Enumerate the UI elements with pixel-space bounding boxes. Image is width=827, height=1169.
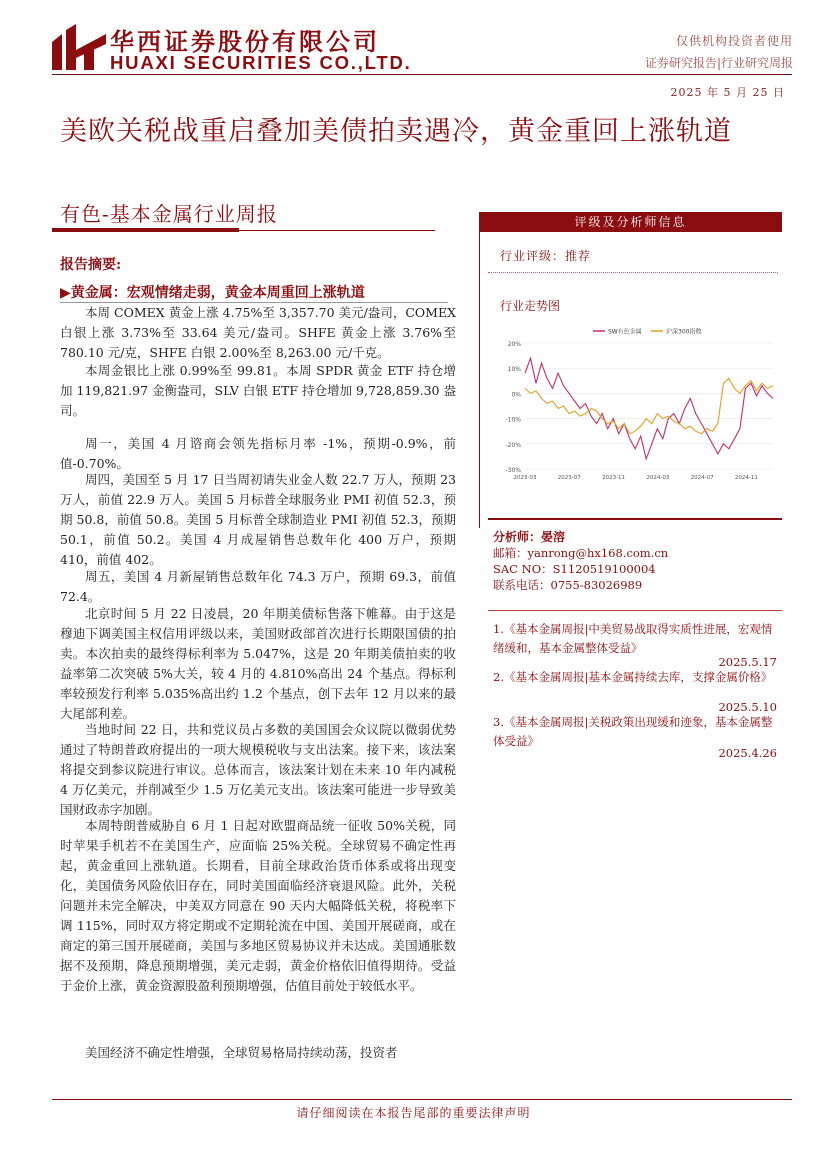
paragraph: 周四，美国至 5 月 17 日当周初请失业金人数 22.7 万人，预期 23 万人，前值 22.9 万人。美国 5 月标普全球服务业 PMI 初值 52.3，预期 50.8，前值 50.8。美国 5 月标普全球制造业 PMI 初值 52.3，预期 50.1，前值 50.2。美国 4 月成屋销售总数年化 400 万户，预期 410，前值 402。 bbox=[60, 472, 456, 567]
y-tick-label: -10% bbox=[505, 416, 521, 424]
trend-chart-label: 行业走势图 bbox=[500, 299, 561, 313]
footer-divider bbox=[52, 1099, 792, 1100]
investor-notice: 仅供机构投资者使用 bbox=[675, 34, 793, 48]
analyst-name: 分析师：晏溶 bbox=[493, 530, 566, 544]
company-name-en: HUAXI SECURITIES CO.,LTD. bbox=[110, 52, 412, 73]
related-divider bbox=[488, 610, 782, 611]
related-report-link[interactable]: 2.《基本金属周报|基本金属持续去库，支撑金属价格》 bbox=[493, 670, 773, 684]
summary-heading: 报告摘要: bbox=[60, 257, 122, 273]
paragraph: 周一，美国 4 月谘商会领先指标月率 -1%，预期-0.9%，前值-0.70%。 bbox=[60, 436, 456, 471]
paragraph: 美国经济不确定性增强，全球贸易格局持续动荡，投资者 bbox=[85, 1045, 398, 1060]
subtitle-bar bbox=[52, 228, 239, 232]
section-heading-gold: ▶黄金属：宏观情绪走弱，黄金本周重回上涨轨道 bbox=[60, 285, 365, 301]
x-tick-label: 2024-07 bbox=[690, 475, 714, 481]
analyst-sac: SAC NO：S1120519100004 bbox=[493, 562, 656, 576]
report-subtitle: 有色-基本金属行业周报 bbox=[60, 202, 278, 226]
paragraph: 本周特朗普威胁自 6 月 1 日起对欧盟商品统一征收 50%关税，同时苹果手机若不在美国生产，应面临 25%关税。全球贸易不确定性再起，黄金重回上涨轨道。长期看，目前全球政治货币体系或将出现变化，美国债务风险依旧存在，同时美国面临经济衰退风险。此外，关税问题并未完全解决，中美双方同意在 90 天内大幅降低关税，将税率下调 115%，同时双方将定期或不定期轮流在中国、美国开展磋商，或在商定的第三国开展磋商，美国与多地区贸易协议并未达成。美国通胀数据不及预期，降息预期增强，美元走弱，黄金价格依旧值得期待。受益于金价上涨，黄金资源股盈利预期增强，估值目前处于较低水平。 bbox=[60, 818, 456, 993]
paragraph: 周五，美国 4 月新屋销售总数年化 74.3 万户，预期 69.3，前值 72.4。 bbox=[60, 569, 456, 604]
y-tick-label: 0% bbox=[511, 391, 521, 399]
y-tick-label: -30% bbox=[505, 467, 521, 474]
sidebar-border bbox=[479, 232, 480, 528]
x-tick-label: 2023-03 bbox=[513, 475, 537, 481]
analyst-email: 邮箱：yanrong@hx168.com.cn bbox=[493, 546, 669, 560]
y-tick-label: 20% bbox=[507, 341, 521, 348]
x-tick-label: 2023-07 bbox=[557, 475, 581, 481]
report-title: 美欧关税战重启叠加美债拍卖遇冷，黄金重回上涨轨道 bbox=[60, 116, 732, 147]
rating-header: 评级及分析师信息 bbox=[479, 212, 782, 232]
industry-rating: 行业评级：推荐 bbox=[500, 249, 592, 263]
rating-divider bbox=[488, 272, 778, 273]
report-date: 2025 年 5 月 25 日 bbox=[670, 86, 785, 99]
x-tick-label: 2024-11 bbox=[734, 475, 758, 481]
y-tick-label: 10% bbox=[507, 366, 521, 374]
x-tick-label: 2024-03 bbox=[646, 475, 670, 481]
paragraph: 本周金银比上涨 0.99%至 99.81。本周 SPDR 黄金 ETF 持仓增加 119,821.97 金衡盎司，SLV 白银 ETF 持仓增加 9,728,859.30 盎司。 bbox=[60, 363, 456, 418]
paragraph: 本周 COMEX 黄金上涨 4.75%至 3,357.70 美元/盎司，COMEX 白银上涨 3.73%至 33.64 美元/盎司。SHFE 黄金上涨 3.76%至 780.10 元/克，SHFE 白银 2.00%至 8,263.00 元/千克。 bbox=[60, 305, 456, 360]
related-report-date: 2025.5.10 bbox=[718, 700, 777, 714]
paragraph: 北京时间 5 月 22 日凌晨，20 年期美债标售落下帷幕。由于这是穆迪下调美国主权信用评级以来，美国财政部首次进行长期限国债的拍卖。本次拍卖的最终得标利率为 5.047%，这是 20 年期美债拍卖的收益率第二次突破 5%大关，较 4 月的 4.810%高出 24 个基点。得标利率较预发行利率 5.035%高出约 1.2 个基点，创下去年 12 月以来的最大尾部利差。 bbox=[60, 606, 456, 721]
legal-notice-footer: 请仔细阅读在本报告尾部的重要法律声明 bbox=[296, 1106, 531, 1120]
company-name-cn: 华西证券股份有限公司 bbox=[110, 28, 380, 56]
related-report-date: 2025.5.17 bbox=[718, 655, 777, 669]
x-tick-label: 2023-11 bbox=[602, 475, 626, 481]
header-divider bbox=[52, 74, 792, 75]
related-report-link[interactable]: 1.《基本金属周报|中美贸易战取得实质性进展，宏观情绪缓和，基本金属整体受益》 bbox=[493, 622, 773, 655]
analyst-divider bbox=[488, 518, 782, 520]
related-report-date: 2025.4.26 bbox=[718, 746, 777, 760]
industry-trend-chart bbox=[493, 321, 783, 491]
y-tick-label: -20% bbox=[505, 441, 521, 449]
paragraph: 当地时间 22 日，共和党议员占多数的美国国会众议院以微弱优势通过了特朗普政府提出的一项大规模税收与支出法案。接下来，该法案将提交到参议院进行审议。总体而言，该法案计划在未来 10 年内减税 4 万亿美元，并削减至少 1.5 万亿美元支出。该法案可能进一步导致美国财政赤字加剧。 bbox=[60, 722, 456, 817]
series-line-2 bbox=[525, 378, 773, 433]
report-category: 证券研究报告|行业研究周报 bbox=[644, 56, 793, 70]
legend-label: 沪深300指数 bbox=[666, 328, 702, 336]
huaxi-logo-icon bbox=[52, 24, 106, 70]
related-report-link[interactable]: 3.《基本金属周报|关税政策出现缓和迹象，基本金属整体受益》 bbox=[493, 715, 773, 748]
subtitle-line bbox=[239, 230, 435, 231]
analyst-phone: 联系电话：0755-83026989 bbox=[493, 578, 643, 592]
legend-label: SW有色金属 bbox=[608, 328, 642, 336]
